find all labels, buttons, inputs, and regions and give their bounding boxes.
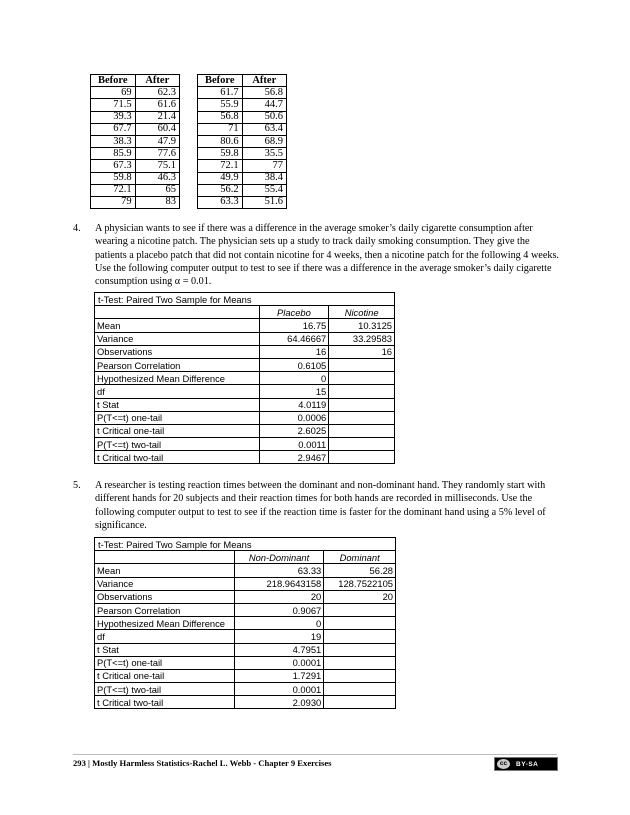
- column-header-nicotine: Nicotine: [329, 306, 395, 319]
- table-row: [95, 385, 395, 398]
- table-cell: [329, 358, 395, 371]
- table-cell: 2.6025: [259, 424, 329, 437]
- table-cell: 15: [259, 385, 329, 398]
- table-cell: 21.4: [135, 111, 179, 123]
- table-row: [95, 577, 396, 590]
- column-header-non-dominant: Non-Dominant: [234, 551, 323, 564]
- table-cell: 20: [234, 590, 323, 603]
- table-cell: 63.33: [234, 564, 323, 577]
- table-row: [95, 332, 395, 345]
- footer-divider: [73, 754, 557, 755]
- row-label: t Critical two-tail: [95, 696, 235, 709]
- cc-icon: cc: [497, 759, 510, 769]
- table-cell: 218.9643158: [234, 577, 323, 590]
- table-cell: 71.5: [91, 99, 136, 111]
- table-row: [95, 438, 395, 451]
- table-cell: 4.7951: [234, 643, 323, 656]
- table-cell: 2.9467: [259, 451, 329, 464]
- table-cell: 16.75: [259, 319, 329, 332]
- table-cell: 72.1: [198, 160, 243, 172]
- table-cell: 0.0001: [234, 656, 323, 669]
- row-label: Observations: [95, 345, 260, 358]
- ttest-title: t-Test: Paired Two Sample for Means: [95, 293, 395, 306]
- table-cell: 67.7: [91, 123, 136, 135]
- table-cell: 56.8: [198, 111, 243, 123]
- column-header-before: Before: [91, 75, 136, 87]
- table-cell: [324, 683, 396, 696]
- table-row: [95, 424, 395, 437]
- table-row: [95, 656, 396, 669]
- table-cell: [329, 411, 395, 424]
- table-cell: 63.3: [198, 196, 243, 208]
- table-cell: 77.6: [135, 148, 179, 160]
- table-cell: [95, 306, 260, 319]
- row-label: Pearson Correlation: [95, 358, 260, 371]
- license-label: BY-SA: [516, 760, 539, 768]
- table-row: [95, 683, 396, 696]
- table-cell: [329, 398, 395, 411]
- table-cell: 47.9: [135, 135, 179, 147]
- table-row: [95, 669, 396, 682]
- page-footer: 293 | Mostly Harmless Statistics-Rachel L. Webb - Chapter 9 Exercises: [73, 758, 332, 768]
- table-cell: 38.3: [91, 135, 136, 147]
- row-label: Observations: [95, 590, 235, 603]
- table-row: [95, 345, 395, 358]
- table-cell: [324, 643, 396, 656]
- table-cell: [329, 372, 395, 385]
- table-cell: 0: [234, 617, 323, 630]
- table-cell: 38.4: [242, 172, 286, 184]
- table-row: [198, 184, 287, 196]
- table-cell: 85.9: [91, 148, 136, 160]
- ttest-table-nondominant-dominant: [94, 537, 396, 709]
- table-row: [198, 196, 287, 208]
- table-cell: 51.6: [242, 196, 286, 208]
- problem-number: 5.: [73, 480, 81, 491]
- row-label: Hypothesized Mean Difference: [95, 372, 260, 385]
- ttest-table-placebo-nicotine: [94, 292, 395, 464]
- table-row: [91, 111, 180, 123]
- table-row: [91, 172, 180, 184]
- row-label: t Critical one-tail: [95, 424, 260, 437]
- row-label: Variance: [95, 577, 235, 590]
- table-cell: 80.6: [198, 135, 243, 147]
- before-after-table-right: [197, 74, 287, 209]
- table-cell: 16: [329, 345, 395, 358]
- table-cell: [329, 424, 395, 437]
- table-cell: 77: [242, 160, 286, 172]
- table-cell: 0.0001: [234, 683, 323, 696]
- row-label: Variance: [95, 332, 260, 345]
- table-cell: [329, 451, 395, 464]
- table-row: [91, 87, 180, 99]
- table-cell: 61.7: [198, 87, 243, 99]
- table-cell: 71: [198, 123, 243, 135]
- table-cell: 1.7291: [234, 669, 323, 682]
- table-row: [95, 451, 395, 464]
- table-row: [95, 319, 395, 332]
- problem-text: A researcher is testing reaction times between the dominant and non-dominant hand. They randomly start with different hands for 20 subjects and their reaction times for both hands are recorded in milliseconds. Use the following computer output to test to see if the reaction time is faster for the dominant hand using a 5% level of significance.: [95, 480, 546, 531]
- table-row: [198, 160, 287, 172]
- table-cell: [329, 438, 395, 451]
- table-row: [198, 148, 287, 160]
- column-header-dominant: Dominant: [324, 551, 396, 564]
- row-label: Pearson Correlation: [95, 603, 235, 616]
- table-cell: 4.0119: [259, 398, 329, 411]
- table-cell: 128.7522105: [324, 577, 396, 590]
- table-row: [95, 617, 396, 630]
- table-cell: 59.8: [198, 148, 243, 160]
- table-cell: 67.3: [91, 160, 136, 172]
- table-cell: [324, 617, 396, 630]
- row-label: t Stat: [95, 398, 260, 411]
- table-cell: [324, 669, 396, 682]
- table-cell: 62.3: [135, 87, 179, 99]
- table-row: [91, 135, 180, 147]
- table-cell: 33.29583: [329, 332, 395, 345]
- table-cell: 19: [234, 630, 323, 643]
- table-cell: 0.0011: [259, 438, 329, 451]
- table-cell: 72.1: [91, 184, 136, 196]
- table-row: [91, 196, 180, 208]
- table-cell: 60.4: [135, 123, 179, 135]
- table-cell: 0: [259, 372, 329, 385]
- table-cell: 63.4: [242, 123, 286, 135]
- table-cell: 59.8: [91, 172, 136, 184]
- table-row: [198, 99, 287, 111]
- row-label: t Critical two-tail: [95, 451, 260, 464]
- table-row: [95, 411, 395, 424]
- row-label: P(T<=t) two-tail: [95, 683, 235, 696]
- table-row: [95, 358, 395, 371]
- column-header-after: After: [242, 75, 286, 87]
- table-row: [91, 123, 180, 135]
- table-row: [95, 564, 396, 577]
- table-cell: [324, 696, 396, 709]
- table-cell: 56.8: [242, 87, 286, 99]
- table-cell: [324, 656, 396, 669]
- problem-4: [73, 222, 558, 288]
- table-cell: 0.9067: [234, 603, 323, 616]
- table-cell: 0.0006: [259, 411, 329, 424]
- row-label: P(T<=t) two-tail: [95, 438, 260, 451]
- table-cell: 61.6: [135, 99, 179, 111]
- table-row: [95, 398, 395, 411]
- table-row: [95, 603, 396, 616]
- table-cell: 55.9: [198, 99, 243, 111]
- row-label: P(T<=t) one-tail: [95, 656, 235, 669]
- table-cell: 83: [135, 196, 179, 208]
- problem-5: [73, 479, 558, 533]
- row-label: Mean: [95, 319, 260, 332]
- table-row: [95, 643, 396, 656]
- column-header-placebo: Placebo: [259, 306, 329, 319]
- table-row: [91, 99, 180, 111]
- table-cell: [95, 551, 235, 564]
- table-row: [198, 87, 287, 99]
- table-row: [95, 696, 396, 709]
- table-row: [95, 590, 396, 603]
- row-label: df: [95, 385, 260, 398]
- problem-text: A physician wants to see if there was a difference in the average smoker’s daily cigarette consumption after wearing a nicotine patch. The physician sets up a study to track daily smoking consumption. They give the patients a placebo patch that did not contain nicotine for 4 weeks, then a nicotine patch for the following 4 weeks. Use the following computer output to test to see if there was a difference in the average smoker’s daily cigarette consumption using α = 0.01.: [95, 223, 559, 288]
- table-row: [91, 184, 180, 196]
- table-cell: 39.3: [91, 111, 136, 123]
- problem-number: 4.: [73, 223, 81, 234]
- table-row: [198, 111, 287, 123]
- table-cell: 50.6: [242, 111, 286, 123]
- table-cell: 35.5: [242, 148, 286, 160]
- cc-license-badge: [494, 757, 558, 771]
- table-cell: [324, 603, 396, 616]
- column-header-before: Before: [198, 75, 243, 87]
- table-cell: 56.2: [198, 184, 243, 196]
- table-row: [198, 135, 287, 147]
- row-label: Hypothesized Mean Difference: [95, 617, 235, 630]
- before-after-table-left: [90, 74, 180, 209]
- row-label: t Critical one-tail: [95, 669, 235, 682]
- table-cell: [329, 385, 395, 398]
- table-cell: 46.3: [135, 172, 179, 184]
- table-cell: 64.46667: [259, 332, 329, 345]
- column-header-after: After: [135, 75, 179, 87]
- table-row: [91, 148, 180, 160]
- table-cell: 49.9: [198, 172, 243, 184]
- row-label: t Stat: [95, 643, 235, 656]
- table-cell: 79: [91, 196, 136, 208]
- table-row: [95, 372, 395, 385]
- table-cell: 68.9: [242, 135, 286, 147]
- row-label: P(T<=t) one-tail: [95, 411, 260, 424]
- table-row: [91, 160, 180, 172]
- table-cell: 16: [259, 345, 329, 358]
- table-cell: 44.7: [242, 99, 286, 111]
- table-cell: 69: [91, 87, 136, 99]
- row-label: df: [95, 630, 235, 643]
- ttest-title: t-Test: Paired Two Sample for Means: [95, 538, 396, 551]
- table-cell: 20: [324, 590, 396, 603]
- row-label: Mean: [95, 564, 235, 577]
- table-cell: 10.3125: [329, 319, 395, 332]
- table-row: [95, 630, 396, 643]
- table-cell: 2.0930: [234, 696, 323, 709]
- table-row: [198, 172, 287, 184]
- table-cell: 56.28: [324, 564, 396, 577]
- table-cell: 0.6105: [259, 358, 329, 371]
- table-cell: [324, 630, 396, 643]
- table-cell: 55.4: [242, 184, 286, 196]
- table-row: [198, 123, 287, 135]
- table-cell: 65: [135, 184, 179, 196]
- table-cell: 75.1: [135, 160, 179, 172]
